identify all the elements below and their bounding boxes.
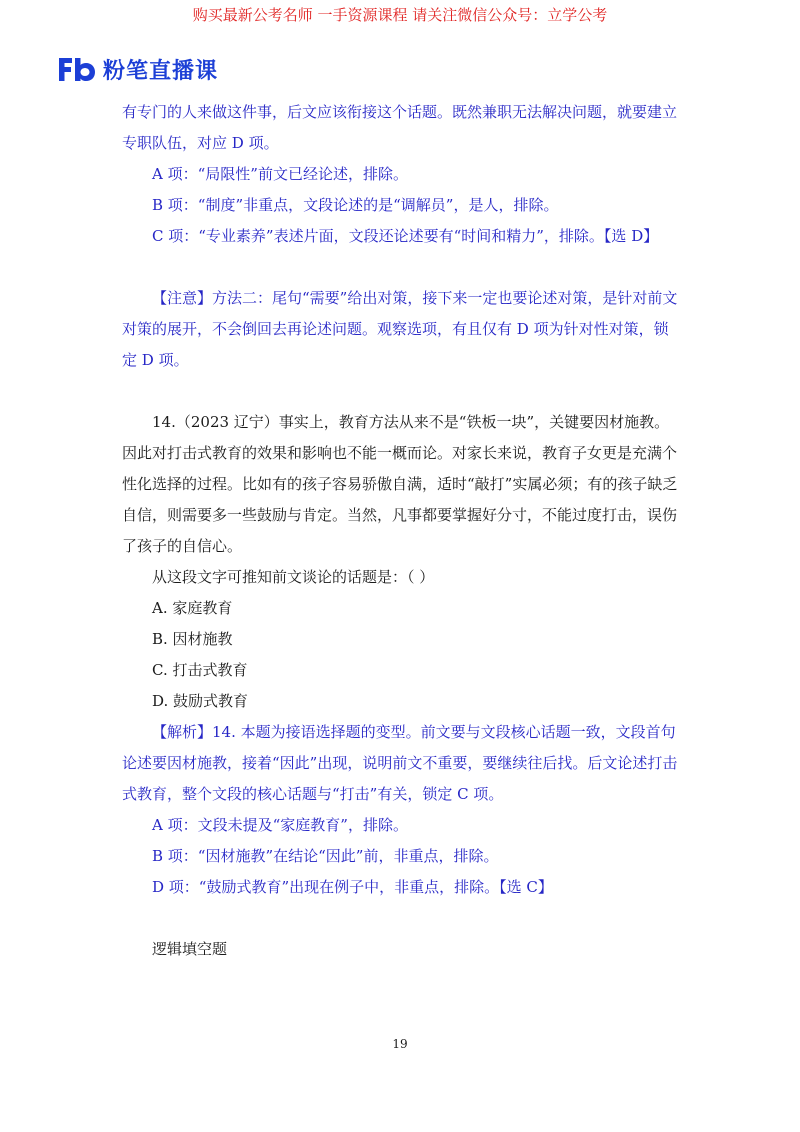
section-title: 逻辑填空题 xyxy=(152,940,228,958)
page-number: 19 xyxy=(392,1037,408,1051)
brand-name: 粉笔直播课 xyxy=(103,58,219,84)
question-stem: 14.（2023 辽宁）事实上，教育方法从来不是“铁板一块”，关键要因材施教。因此对打击式教育的效果和影响也不能一概而论。对家长来说，教育子女更是充满个性化选择的过程。比如有的孩子容易骄傲自满，适时“敲打”实属必须；有的孩子缺乏自信，则需要多一些鼓励与肯定。当然，凡事都要掌握好分寸，不能过度打击，误伤了孩子的自信心。 xyxy=(122,413,678,555)
option-b: B. 因材施教 xyxy=(152,630,233,648)
prev-option-a-analysis: A 项：“局限性”前文已经论述，排除。 xyxy=(152,165,408,183)
analysis-option-d: D 项：“鼓励式教育”出现在例子中，非重点，排除。【选 C】 xyxy=(152,878,553,896)
page-content xyxy=(122,97,682,965)
watermark-header: 购买最新公考名师 一手资源课程 请关注微信公众号：立学公考 xyxy=(192,6,608,24)
option-c: C. 打击式教育 xyxy=(152,661,248,679)
analysis-option-b: B 项：“因材施教”在结论“因此”前，非重点，排除。 xyxy=(152,847,499,865)
option-d: D. 鼓励式教育 xyxy=(152,692,249,710)
option-a: A. 家庭教育 xyxy=(152,599,233,617)
analysis-continuation: 有专门的人来做这件事，后文应该衔接这个话题。既然兼职无法解决问题，就要建立专职队伍，对应 D 项。 xyxy=(122,103,678,152)
analysis-option-a: A 项：文段未提及“家庭教育”，排除。 xyxy=(152,816,408,834)
note-paragraph: 【注意】方法二：尾句“需要”给出对策，接下来一定也要论述对策，是针对前文对策的展开，不会倒回去再论述问题。观察选项，有且仅有 D 项为针对性对策，锁定 D 项。 xyxy=(122,289,678,369)
brand-logo xyxy=(57,54,218,84)
fenbi-logo-icon xyxy=(57,55,97,83)
prev-option-b-analysis: B 项：“制度”非重点，文段论述的是“调解员”，是人，排除。 xyxy=(152,196,559,214)
prev-option-c-analysis: C 项：“专业素养”表述片面，文段还论述要有“时间和精力”，排除。【选 D】 xyxy=(152,227,659,245)
analysis-main: 【解析】14. 本题为接语选择题的变型。前文要与文段核心话题一致，文段首句论述要因材施教，接着“因此”出现，说明前文不重要，要继续往后找。后文论述打击式教育，整个文段的核心话题与“打击”有关，锁定 C 项。 xyxy=(122,723,678,803)
question-prompt: 从这段文字可推知前文谈论的话题是：（ ） xyxy=(152,568,435,586)
